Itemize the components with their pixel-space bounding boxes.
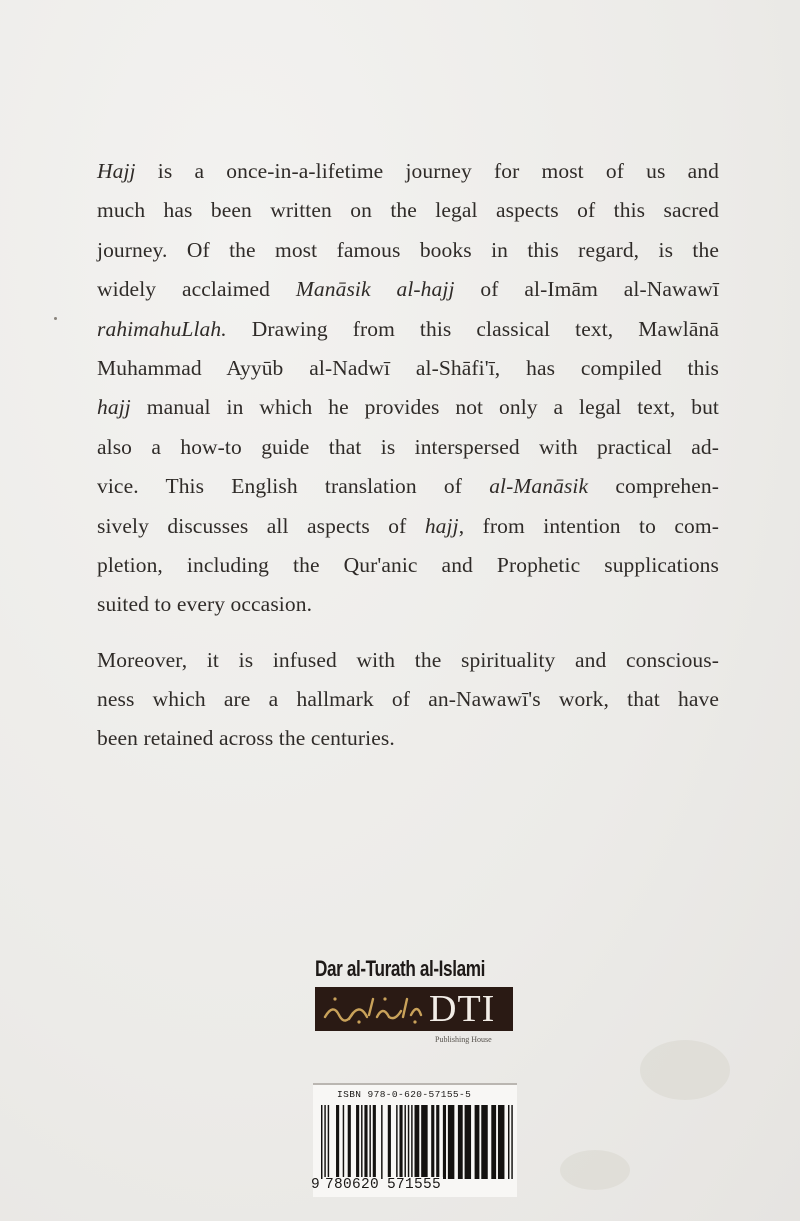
publisher-tagline: Publishing House [435, 1035, 492, 1044]
barcode-bar [491, 1105, 496, 1179]
barcode-bar [448, 1105, 454, 1179]
barcode-digit-group-2: 571555 [387, 1177, 442, 1193]
barcode-bar [321, 1105, 322, 1179]
text-segment: vice. This English translation of [97, 474, 490, 499]
publisher-logo-box [315, 987, 513, 1031]
paper-stain [640, 1040, 730, 1100]
paper-stain [560, 1150, 630, 1190]
text-segment: , from intention to com- [458, 513, 719, 538]
text-line [97, 546, 719, 585]
text-segment: of al-Imām al-Nawawī [454, 277, 720, 302]
barcode-bar [481, 1105, 487, 1179]
text-line [97, 231, 719, 270]
barcode-bar [404, 1105, 405, 1179]
italic-term: hajj [424, 513, 459, 538]
barcode-bar [388, 1105, 391, 1179]
publisher-name: Dar al-Turath al-Islami [315, 956, 485, 981]
barcode-bar [436, 1105, 439, 1179]
text-line [97, 585, 719, 624]
barcode-digits [313, 1177, 517, 1193]
barcode-bar [431, 1105, 434, 1179]
text-segment: Muhammad Ayyūb al-Nadwī al-Shāfi'ī, has compiled this [97, 355, 719, 380]
blurb-paragraph-2 [97, 641, 719, 759]
barcode-bar [508, 1105, 509, 1179]
text-line [97, 467, 719, 506]
barcode-bar [381, 1105, 382, 1179]
barcode-bar [361, 1105, 362, 1179]
barcode-bar [336, 1105, 339, 1179]
text-segment: also a how-to guide that is interspersed with practical ad- [97, 434, 719, 459]
barcode-digit-prefix: 9 [311, 1177, 321, 1193]
barcode-bar [411, 1105, 412, 1179]
blurb [97, 152, 719, 759]
text-line [97, 270, 719, 309]
text-line [97, 152, 719, 191]
barcode-bar [369, 1105, 370, 1179]
barcode-bars-icon [321, 1105, 513, 1179]
barcode [313, 1083, 517, 1197]
barcode-bar [324, 1105, 325, 1179]
italic-term: rahimahuLlah. [97, 316, 227, 341]
text-segment: widely acclaimed [97, 277, 296, 302]
barcode-bar [396, 1105, 397, 1179]
barcode-bar [356, 1105, 359, 1179]
text-segment: journey. Of the most famous books in this regard, is the [97, 237, 719, 262]
italic-term: Manāsik al-hajj [295, 277, 455, 302]
text-line [97, 428, 719, 467]
arabic-calligraphy-icon [319, 991, 425, 1027]
italic-term: Hajj [97, 159, 136, 183]
text-segment: is a once-in-a-lifetime journey for most of us and [135, 159, 719, 183]
text-line [97, 191, 719, 230]
barcode-bar [414, 1105, 419, 1179]
publisher-abbreviation: DTI [429, 988, 496, 1030]
barcode-bar [421, 1105, 427, 1179]
text-segment: much has been written on the legal aspects of this sacred [97, 198, 719, 223]
italic-term: hajj [97, 395, 131, 420]
text-segment: Drawing from this classical text, Mawlānā [226, 316, 719, 341]
text-segment: sively discusses all aspects of [97, 513, 425, 538]
text-line: ness which are a hallmark of an-Nawawī's work, that have [97, 687, 719, 712]
text-line: been retained across the centuries. [97, 726, 395, 751]
blurb-paragraph-1 [97, 152, 719, 625]
text-segment: suited to every occasion. [97, 592, 313, 617]
paper-speck [54, 317, 57, 320]
barcode-bar [465, 1105, 471, 1179]
publisher-logo [315, 955, 515, 1044]
text-line [97, 310, 719, 349]
italic-term: al-Manāsik [489, 474, 589, 499]
text-segment: manual in which he provides not only a legal text, but [130, 395, 719, 420]
text-segment: pletion, including the Qur'anic and Prophetic supplications [97, 552, 719, 577]
isbn-label: ISBN 978-0-620-57155-5 [337, 1089, 472, 1100]
text-line [97, 349, 719, 388]
barcode-bar [399, 1105, 402, 1179]
text-line [97, 507, 719, 546]
barcode-bar [408, 1105, 409, 1179]
barcode-bar [348, 1105, 351, 1179]
barcode-bar [498, 1105, 504, 1179]
barcode-bar [458, 1105, 463, 1179]
barcode-digit-group-1: 780620 [325, 1177, 380, 1193]
barcode-bar [343, 1105, 344, 1179]
barcode-bar [364, 1105, 367, 1179]
barcode-bar [475, 1105, 480, 1179]
barcode-bar [511, 1105, 512, 1179]
text-line [97, 388, 719, 427]
text-line: Moreover, it is infused with the spirituality and conscious- [97, 647, 719, 672]
text-segment: comprehen- [588, 474, 719, 499]
barcode-bar [328, 1105, 329, 1179]
barcode-bar [373, 1105, 376, 1179]
barcode-bar [443, 1105, 446, 1179]
